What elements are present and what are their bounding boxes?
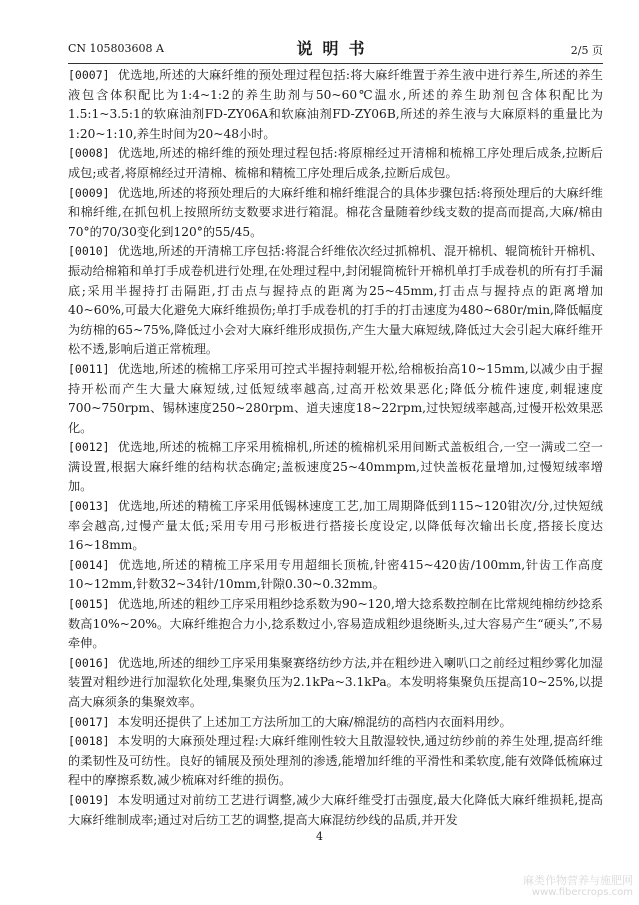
paragraph-text: 优选地,所述的将预处理后的大麻纤维和棉纤维混合的具体步骤包括:将预处理后的大麻纤维和棉纤维,在抓包机上按照所纺支数要求进行箱混。棉花含量随着纱线支数的提高而提高,大麻/棉由70°的70/30变化到120°的55/45。: [68, 185, 603, 239]
paragraph-number: [0007]: [68, 68, 110, 82]
watermark-site-name: 麻类作物营养与施肥网: [523, 874, 633, 887]
paragraph-number: [0013]: [68, 499, 110, 514]
paragraph-0009: [68, 184, 603, 243]
paragraph-number: [0019]: [68, 792, 110, 807]
header-divider: [68, 63, 603, 64]
paragraph-0007: [68, 66, 603, 144]
paragraph-number: [0009]: [68, 185, 110, 200]
paragraph-0015: [68, 595, 603, 654]
paragraph-0014: [68, 556, 603, 595]
paragraph-number: [0015]: [68, 597, 110, 612]
paragraph-0012: [68, 438, 603, 497]
paragraph-text: 本发明通过对前纺工艺进行调整,减少大麻纤维受打击强度,最大化降低大麻纤维损耗,提高大麻纤维制成率;通过对后纺工艺的调整,提高大麻混纺纱线的品质,并开发: [68, 792, 603, 827]
paragraph-text: 优选地,所述的细纱工序采用集聚赛络纺纱方法,并在粗纱进入喇叭口之前经过粗纱雾化加湿装置对粗纱进行加湿软化处理,集聚负压为2.1kPa~3.1kPa。本发明将集聚负压提高10~25%,以提高大麻须条的集聚效率。: [68, 655, 603, 709]
paragraph-0018: [68, 732, 603, 791]
paragraph-number: [0016]: [68, 655, 110, 670]
paragraph-text: 优选地,所述的精梳工序采用低锡林速度工艺,加工周期降低到115~120钳次/分,过快短绒率会越高,过慢产量太低;采用专用弓形板进行搭接长度设定,以降低每次输出长度,搭接长度达16~18mm。: [68, 499, 603, 553]
paragraph-0017: [68, 713, 603, 733]
document-title: 说明书: [296, 39, 375, 58]
paragraph-number: [0017]: [68, 714, 110, 729]
page-header: [68, 36, 603, 60]
paragraph-number: [0014]: [68, 557, 110, 572]
paragraph-text: 优选地,所述的梳棉工序采用梳棉机,所述的梳棉机采用间断式盖板组合,一空一满或二空一满设置,根据大麻纤维的结构状态确定;盖板速度25~40mmpm,过快盖板花量增加,过慢短绒率增加。: [68, 440, 603, 494]
publication-number: CN 105803608 A: [68, 42, 164, 55]
paragraph-text: 优选地,所述的精梳工序采用专用超细长顶梳,针密415~420齿/100mm,针齿工作高度10~12mm,针数32~34针/10mm,针隙0.30~0.32mm。: [68, 557, 603, 592]
paragraph-0008: [68, 144, 603, 183]
paragraph-0011: [68, 360, 603, 438]
paragraph-text: 优选地,所述的粗纱工序采用粗纱捻系数为90~120,增大捻系数控制在比常规纯棉纺纱捻系数高10%~20%。大麻纤维抱合力小,捻系数过小,容易造成粗纱退绕断头,过大容易产生“硬头”,不易牵伸。: [68, 597, 603, 651]
paragraph-text: 优选地,所述的大麻纤维的预处理过程包括:将大麻纤维置于养生液中进行养生,所述的养生液包含体积配比为1:4~1:2的养生助剂与50~60℃温水,所述的养生助剂包含体积配比为1.5:1~3.5:1的软麻油剂FD-ZY06A和软麻油剂FD-ZY06B,所述的养生液与大麻原料的重量比为1:20~1:10,养生时间为20~48小时。: [68, 68, 603, 141]
paragraph-0013: [68, 497, 603, 556]
paragraph-text: 优选地,所述的梳棉工序采用可控式半握持刺辊开松,给棉板抬高10~15mm,以减少由于握持开松而产生大量大麻短绒,过低短绒率越高,过高开松效果恶化;降低分梳件速度,刺辊速度700~750rpm、锡林速度250~280rpm、道夫速度18~22rpm,过快短绒率越高,过慢开松效果恶化。: [68, 361, 603, 435]
page-number: 4: [316, 830, 323, 843]
paragraph-number: [0008]: [68, 146, 110, 161]
watermark-url: www.fibercrops.com: [531, 887, 633, 898]
site-watermark: [523, 875, 633, 899]
paragraph-0016: [68, 654, 603, 713]
paragraph-0010: [68, 242, 603, 360]
paragraph-number: [0011]: [68, 361, 110, 376]
paragraph-0019: [68, 791, 603, 830]
paragraph-text: 优选地,所述的开清棉工序包括:将混合纤维依次经过抓棉机、混开棉机、辊筒梳针开棉机、振动给棉箱和单打手成卷机进行处理,在处理过程中,封闭辊筒梳针开棉机单打手成卷机的所有打手漏底;采用半握持打击隔距,打击点与握持点的距离为25~45mm,打击点与握持点的距离增加40~60%,可最大化避免大麻纤维损伤;单打手成卷机的打手的打击速度为480~680r/min,降低幅度为纺棉的65~75%,降低过小会对大麻纤维形成损伤,产生大量大麻短绒,降低过大会引起大麻纤维开松不透,影响后道正常梳理。: [68, 244, 603, 357]
paragraph-number: [0012]: [68, 440, 110, 455]
paragraph-text: 本发明的大麻预处理过程:大麻纤维刚性较大且散湿较快,通过纺纱前的养生处理,提高纤维的柔韧性及可纺性。良好的铺展及预处理剂的渗透,能增加纤维的平滑性和柔软度,能有效降低梳麻过程中的摩擦系数,减少梳麻对纤维的损伤。: [68, 734, 603, 788]
paragraph-number: [0018]: [68, 734, 110, 749]
paragraph-text: 优选地,所述的棉纤维的预处理过程包括:将原棉经过开清棉和梳棉工序处理后成条,拉断后成包;或者,将原棉经过开清棉、梳棉和精梳工序处理后成条,拉断后成包。: [68, 146, 603, 180]
paragraph-text: 本发明还提供了上述加工方法所加工的大麻/棉混纺的高档内衣面料用纱。: [117, 714, 512, 729]
document-body: [68, 66, 603, 830]
page-indicator: 2/5 页: [570, 44, 603, 57]
paragraph-number: [0010]: [68, 244, 110, 259]
